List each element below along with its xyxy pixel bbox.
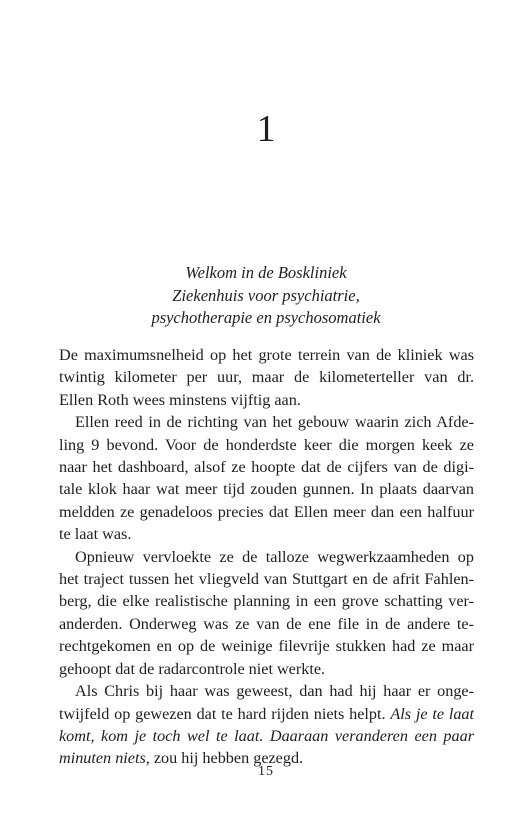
text-line: twintig kilometer per uur, maar de kilometerteller van dr. (59, 368, 474, 387)
text-line (59, 703, 474, 725)
text-line: meldden ze genadeloos precies dat Ellen meer dan een halfuur (59, 502, 474, 521)
italic-run: Als je te laat (390, 704, 475, 723)
epigraph-line: Ziekenhuis voor psychiatrie, (172, 285, 360, 305)
text-run: twijfeld op gewezen dat te hard rijden niets helpt. (59, 704, 391, 723)
text-line: Ellen Roth wees minstens vijftig aan. (59, 390, 301, 409)
text-line: te laat was. (59, 525, 132, 544)
epigraph-line: Welkom in de Boskliniek (185, 263, 347, 282)
body-text (59, 344, 474, 770)
text-line: berg, die elke realistische planning in een grove schatting ver- (59, 592, 474, 611)
epigraph-line: psychotherapie en psychosomatiek (151, 308, 381, 327)
italic-run: minuten niets (59, 749, 146, 768)
text-line: Opnieuw vervloekte ze de talloze wegwerkzaamheden op (75, 547, 474, 566)
text-line: Ellen reed in de richting van het gebouw waarin zich Afde- (75, 413, 474, 432)
text-line: tale klok haar wat meer tijd zouden gunnen. In plaats daarvan (59, 480, 474, 499)
text-line: Als Chris bij haar was geweest, dan had hij haar er onge- (75, 682, 474, 701)
page-number: 15 (258, 764, 274, 779)
epigraph (0, 262, 532, 330)
text-line: ling 9 bevond. Voor de honderdste keer die morgen keek ze (59, 435, 474, 454)
text-line: het traject tussen het vliegveld van Stuttgart en de afrit Fahlen- (59, 570, 474, 589)
text-line: gehoopt dat de radarcontrole niet werkte. (59, 659, 326, 678)
text-line: rechtgekomen en op de weinige filevrije stukken had ze maar (59, 637, 474, 656)
text-line: komt, kom je toch wel te laat. Daaraan veranderen een paar (59, 726, 474, 745)
text-line: De maximumsnelheid op het grote terrein van de kliniek was (59, 346, 474, 364)
text-line: anderden. Onderweg was ze van de ene file in de andere te- (59, 614, 474, 633)
chapter-number: 1 (256, 108, 276, 150)
text-line: naar het dashboard, alsof ze hoopte dat de cijfers van de digi- (59, 458, 474, 477)
text-run: , zou hij hebben gezegd. (145, 749, 304, 768)
